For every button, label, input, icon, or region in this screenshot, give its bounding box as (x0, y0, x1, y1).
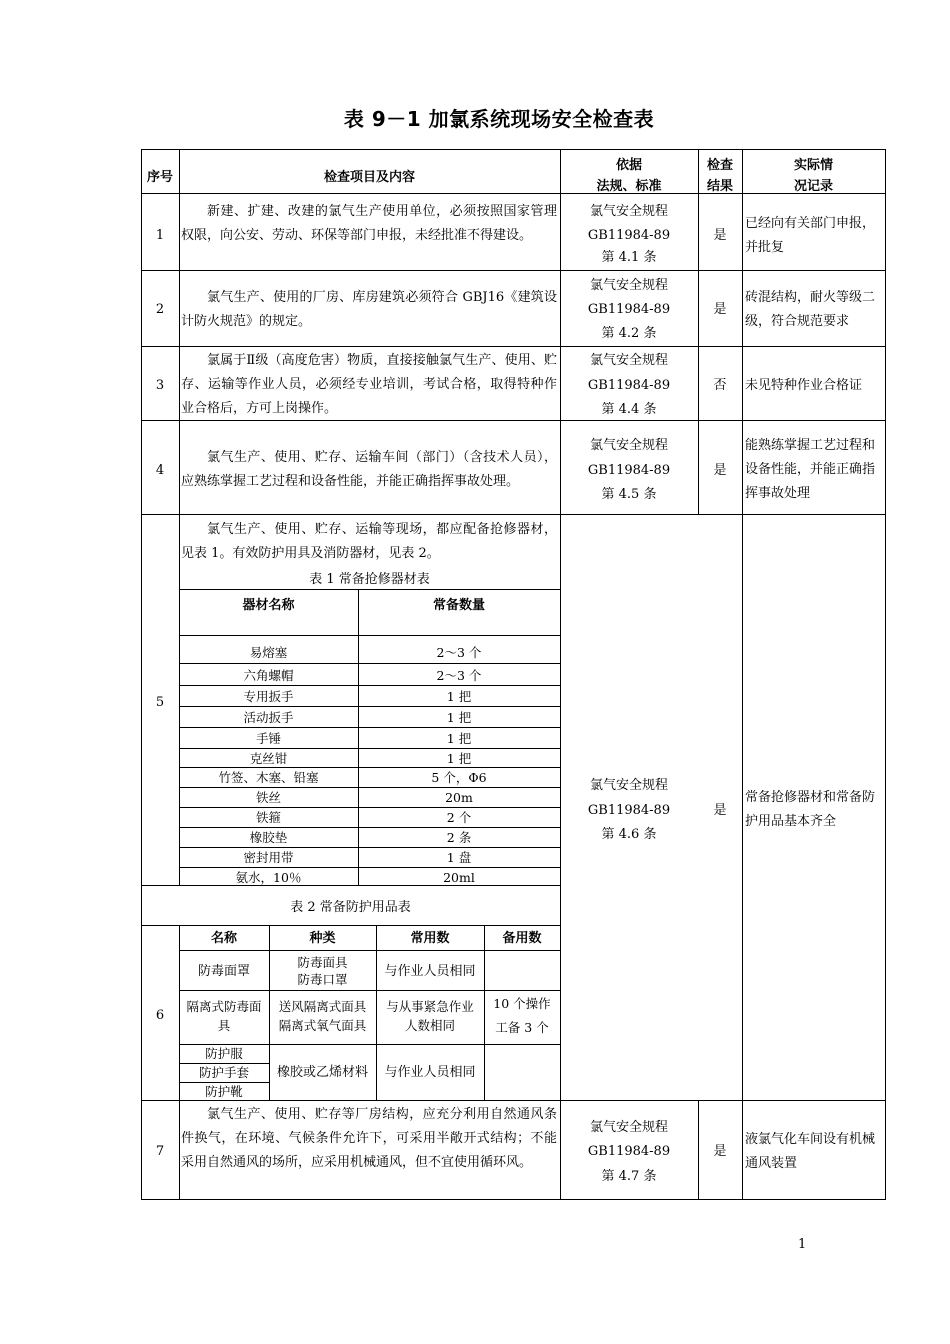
row-3-basis-1: 氯气安全规程 (589, 353, 668, 368)
row-2-basis-3: 第 4.2 条 (601, 326, 657, 341)
row-7-basis-3: 第 4.7 条 (601, 1169, 657, 1184)
table1-item-name: 密封用带 (243, 850, 294, 865)
table1-item-qty: 1 把 (446, 730, 472, 746)
table2-r3-name-3: 防护靴 (205, 1084, 243, 1099)
row-2-result: 是 (713, 302, 727, 317)
row-7-record: 液氯气化车间设有机械通风装置 (745, 1132, 876, 1171)
table2-header-spare: 备用数 (502, 931, 542, 946)
table2-r2-name-1: 隔离式防毒面 (186, 999, 262, 1014)
table2-r2-spare-1: 10 个操作 (493, 996, 551, 1011)
table1-item-name: 竹签、木塞、铅塞 (218, 770, 319, 785)
table2-r3-name-2: 防护手套 (198, 1065, 249, 1080)
row-5-basis-3: 第 4.6 条 (601, 827, 657, 842)
row-7-result: 是 (713, 1144, 727, 1159)
row-7-no: 7 (155, 1144, 165, 1159)
row-4-content: 氯气生产、使用、贮存、运输车间（部门）（含技术人员），应熟练掌握工艺过程和设备性能，并能正确指挥事故处理。 (181, 450, 557, 489)
row-5-no: 5 (155, 695, 165, 710)
table1-item-qty: 1 把 (446, 709, 472, 725)
table2-r3-name-1: 防护服 (205, 1046, 243, 1061)
row-3-basis-3: 第 4.4 条 (601, 402, 657, 417)
row-3-basis-2: GB11984-89 (587, 378, 671, 393)
row-3-content: 氯属于Ⅱ级（高度危害）物质，直接接触氯气生产、使用、贮存、运输等作业人员，必须经专业培训，考试合格，取得特种作业合格后，方可上岗操作。 (181, 353, 557, 416)
row-5-basis-2: GB11984-89 (587, 803, 671, 818)
row-1-content: 新建、扩建、改建的氯气生产使用单位，必须按照国家管理权限，向公安、劳动、环保等部门申报，未经批准不得建设。 (181, 204, 557, 243)
row-1-result: 是 (713, 228, 727, 243)
table1-header-name: 器材名称 (242, 598, 295, 613)
table2-r3-common: 与作业人员相同 (384, 1065, 476, 1080)
row-5-record: 常备抢修器材和常备防护用品基本齐全 (745, 790, 876, 829)
table2-r1-type-1: 防毒面具 (297, 955, 348, 970)
table1-item-qty: 1 把 (446, 751, 472, 766)
row-1-record: 已经向有关部门申报，并批复 (745, 216, 876, 255)
row-2-no: 2 (155, 302, 165, 317)
table1-caption: 表 1 常备抢修器材表 (309, 572, 430, 587)
row-3-result: 否 (713, 378, 727, 393)
row-2-record: 砖混结构，耐火等级二级，符合规范要求 (745, 290, 876, 329)
header-seq: 序号 (146, 170, 173, 185)
table2-r1-type-2: 防毒口罩 (297, 972, 348, 987)
header-record-1: 实际情 (793, 158, 833, 173)
header-record-2: 况记录 (793, 179, 833, 194)
table2-r3-type: 橡胶或乙烯材料 (276, 1065, 368, 1080)
row-4-basis-1: 氯气安全规程 (589, 438, 668, 453)
table1-item-name: 克丝钳 (249, 751, 288, 766)
table1-item-qty: 2～3 个 (436, 668, 482, 683)
table1-item-name: 专用扳手 (243, 688, 294, 704)
table1-item-name: 六角螺帽 (243, 668, 294, 683)
row-1-basis-1: 氯气安全规程 (589, 204, 668, 219)
table1-item-qty: 2 条 (446, 830, 472, 845)
row-7-basis-1: 氯气安全规程 (589, 1120, 668, 1135)
row-3-no: 3 (155, 378, 165, 393)
table1-header-qty: 常备数量 (432, 598, 485, 613)
row-7-basis-2: GB11984-89 (587, 1144, 671, 1159)
row-4-record: 能熟练掌握工艺过程和设备性能，并能正确指挥事故处理 (745, 438, 876, 501)
table2-r2-common-2: 人数相同 (404, 1018, 455, 1033)
header-basis-1: 依据 (615, 158, 642, 173)
header-basis-2: 法规、标准 (596, 179, 662, 194)
row-4-basis-3: 第 4.5 条 (601, 487, 657, 502)
row-2-content: 氯气生产、使用的厂房、库房建筑必须符合 GBJ16《建筑设计防火规范》的规定。 (181, 290, 557, 329)
table1-item-name: 手锤 (255, 730, 281, 746)
row-2-basis-2: GB11984-89 (587, 302, 671, 317)
row-7-content: 氯气生产、使用、贮存等厂房结构，应充分利用自然通风条件换气，在环境、气候条件允许下，可采用半敞开式结构；不能采用自然通风的场所，应采用机械通风，但不宜使用循环风。 (181, 1107, 557, 1170)
header-item: 检查项目及内容 (323, 170, 415, 185)
table1-item-qty: 1 盘 (446, 850, 472, 865)
table2-header-name: 名称 (210, 931, 237, 946)
row-4-basis-2: GB11984-89 (587, 463, 671, 478)
table1-item-qty: 5 个，Φ6 (431, 770, 487, 785)
table1-item-qty: 20m (445, 790, 473, 805)
row-6-no: 6 (155, 1008, 165, 1023)
row-3-record: 未见特种作业合格证 (745, 378, 863, 393)
row-5-result: 是 (713, 803, 727, 818)
row-2-basis-1: 氯气安全规程 (589, 278, 668, 293)
row-1-no: 1 (155, 228, 165, 243)
page-number: 1 (798, 1237, 807, 1252)
table1-item-name: 易熔塞 (249, 645, 288, 660)
table1-item-qty: 20ml (443, 870, 475, 885)
row-1-basis-2: GB11984-89 (587, 228, 671, 243)
table1-item-name: 铁箍 (255, 810, 281, 825)
table2-r2-spare-2: 工备 3 个 (495, 1020, 549, 1035)
header-result-1: 检查 (706, 158, 733, 173)
table2-header-type: 种类 (309, 931, 336, 946)
table1-item-name: 橡胶垫 (249, 830, 288, 845)
table2-r2-type-1: 送风隔离式面具 (278, 999, 367, 1014)
table1-item-qty: 1 把 (446, 688, 472, 704)
row-4-result: 是 (713, 463, 727, 478)
table2-r2-common-1: 与从事紧急作业 (386, 999, 474, 1014)
row-4-no: 4 (155, 463, 165, 478)
table2-r2-type-2: 隔离式氧气面具 (278, 1018, 367, 1033)
table1-item-name: 铁丝 (255, 790, 281, 805)
table2-header-common: 常用数 (410, 931, 450, 946)
row-5-basis-1: 氯气安全规程 (589, 778, 668, 793)
row-1-basis-3: 第 4.1 条 (601, 250, 657, 265)
table1-item-qty: 2 个 (446, 810, 472, 825)
table1-item-name: 活动扳手 (243, 709, 294, 725)
row-5-content: 氯气生产、使用、贮存、运输等现场，都应配备抢修器材，见表 1。有效防护用具及消防器材，见表 2。 (181, 522, 557, 561)
page-title: 表 9－1 加氯系统现场安全检查表 (343, 107, 655, 131)
table1-item-name: 氨水，10％ (235, 870, 302, 885)
table2-r1-common: 与作业人员相同 (384, 964, 476, 979)
table2-r1-name: 防毒面罩 (197, 964, 250, 979)
table1-item-qty: 2～3 个 (436, 645, 482, 660)
table2-caption: 表 2 常备防护用品表 (290, 900, 411, 915)
header-result-2: 结果 (706, 179, 733, 194)
table2-r2-name-2: 具 (217, 1018, 231, 1033)
